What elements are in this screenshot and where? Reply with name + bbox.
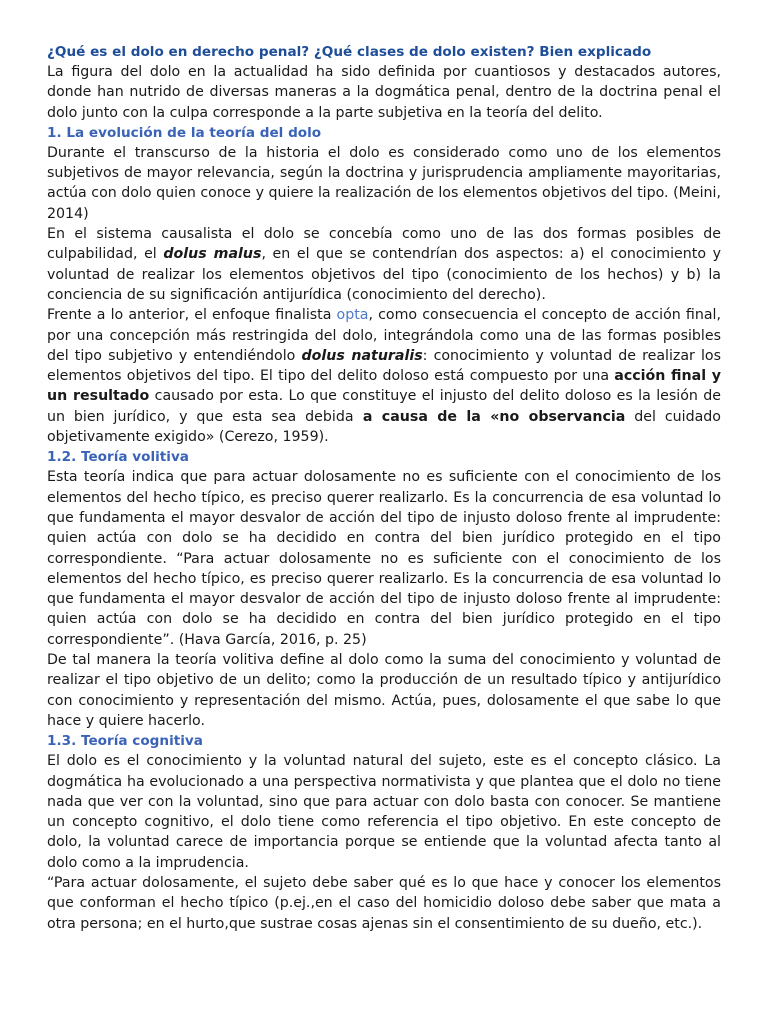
- link-opta[interactable]: opta: [336, 307, 369, 324]
- section-3-paragraph-1: El dolo es el conocimiento y la voluntad natural del sujeto, este es el concepto clásico. La dogmática ha evolucionado a una perspectiva normativista y que plantea que el dolo no tiene nada que ver con la voluntad, sino que para actuar con dolo basta con conocer. Se mantiene un concepto cognitivo, el dolo tiene como referencia el tipo objetivo. En este concepto de dolo, la voluntad carece de importancia porque se entiende que la voluntad afecta tanto al dolo como a la imprudencia.: [47, 753, 721, 871]
- text-run: del cuidado objetivamente exigido» (Cerezo, 1959).: [47, 408, 721, 446]
- document-title: ¿Qué es el dolo en derecho penal? ¿Qué clases de dolo existen? Bien explicado: [47, 44, 652, 60]
- section-1-paragraph-1: Durante el transcurso de la historia el dolo es considerado como uno de los elementos subjetivos de mayor relevancia, según la doctrina y jurisprudencia ampliamente mayoritarias, actúa con dolo quien conoce y quiere la realización de los elementos objetivos del tipo. (Meini, 2014): [47, 144, 721, 222]
- section-3-heading: 1.3. Teoría cognitiva: [47, 733, 203, 750]
- section-2-heading: 1.2. Teoría volitiva: [47, 449, 189, 466]
- text-run: En el sistema causalista el dolo se concebía como uno de las dos formas posibles de culpabilidad, el: [47, 226, 721, 263]
- term-dolus-naturalis: dolus naturalis: [301, 347, 423, 364]
- text-run: , en el que se contendrían dos aspectos: a) el conocimiento y voluntad de realizar los elementos objetivos del tipo (conocimiento de los hechos) y b) la conciencia de su significación antijurídica (conocimiento del derecho).: [47, 246, 722, 303]
- section-1-paragraph-2: [47, 224, 721, 305]
- section-2-paragraph-2: De tal manera la teoría volitiva define al dolo como la suma del conocimiento y voluntad de realizar el tipo objetivo de un delito; como la producción de un resultado típico y antijurídico con conocimiento y representación del mismo. Actúa, pues, dolosamente el que sabe lo que hace y quiere hacerlo.: [47, 652, 721, 729]
- text-run: causado por esta. Lo que constituye el injusto del delito doloso es la lesión de un bien jurídico, y que esta sea debida: [47, 388, 721, 425]
- section-1-paragraph-3: [47, 305, 721, 447]
- intro-paragraph: La figura del dolo en la actualidad ha sido definida por cuantiosos y destacados autores, donde han nutrido de diversas maneras a la dogmática penal, dentro de la doctrina penal el dolo junto con la culpa corresponde a la parte subjetiva en la teoría del delito.: [47, 64, 721, 121]
- section-2-paragraph-1: Esta teoría indica que para actuar dolosamente no es suficiente con el conocimiento de los elementos del hecho típico, es preciso querer realizarlo. Es la concurrencia de esa voluntad lo que fundamenta el mayor desvalor de acción del tipo de injusto doloso frente al imprudente: quien actúa con dolo se ha decidido en contra del bien jurídico protegido en el tipo correspondiente. “Para actuar dolosamente no es suficiente con el conocimiento de los elementos del hecho típico, es preciso querer realizarlo. Es la concurrencia de esa voluntad lo que fundamenta el mayor desvalor de acción del tipo de injusto doloso frente al imprudente: quien actúa con dolo se ha decidido en contra del bien jurídico protegido en el tipo correspondiente”. (Hava García, 2016, p. 25): [47, 469, 721, 648]
- section-3-paragraph-2: “Para actuar dolosamente, el sujeto debe saber qué es lo que hace y conocer los elementos que conforman el hecho típico (p.ej.,en el caso del homicidio doloso debe saber que mata a otra persona; en el hurto,que sustrae cosas ajenas sin el consentimiento de su dueño, etc.).: [47, 874, 721, 932]
- section-1-heading: 1. La evolución de la teoría del dolo: [47, 124, 322, 141]
- text-run: , como consecuencia el concepto de acción final, por una concepción más restringida del dolo, integrándola como una de las formas posibles del tipo subjetivo y entendiéndolo: [47, 307, 721, 364]
- text-run: Frente a lo anterior, el enfoque finalista: [47, 307, 337, 324]
- text-run: : conocimiento y voluntad de realizar los elementos objetivos del tipo. El tipo del delito doloso está compuesto por una: [47, 347, 722, 385]
- bold-no-observancia: a causa de la «no observancia: [353, 408, 626, 425]
- bold-accion-final: acción final y un resultado: [47, 368, 721, 405]
- term-dolus-malus: dolus malus: [163, 246, 262, 263]
